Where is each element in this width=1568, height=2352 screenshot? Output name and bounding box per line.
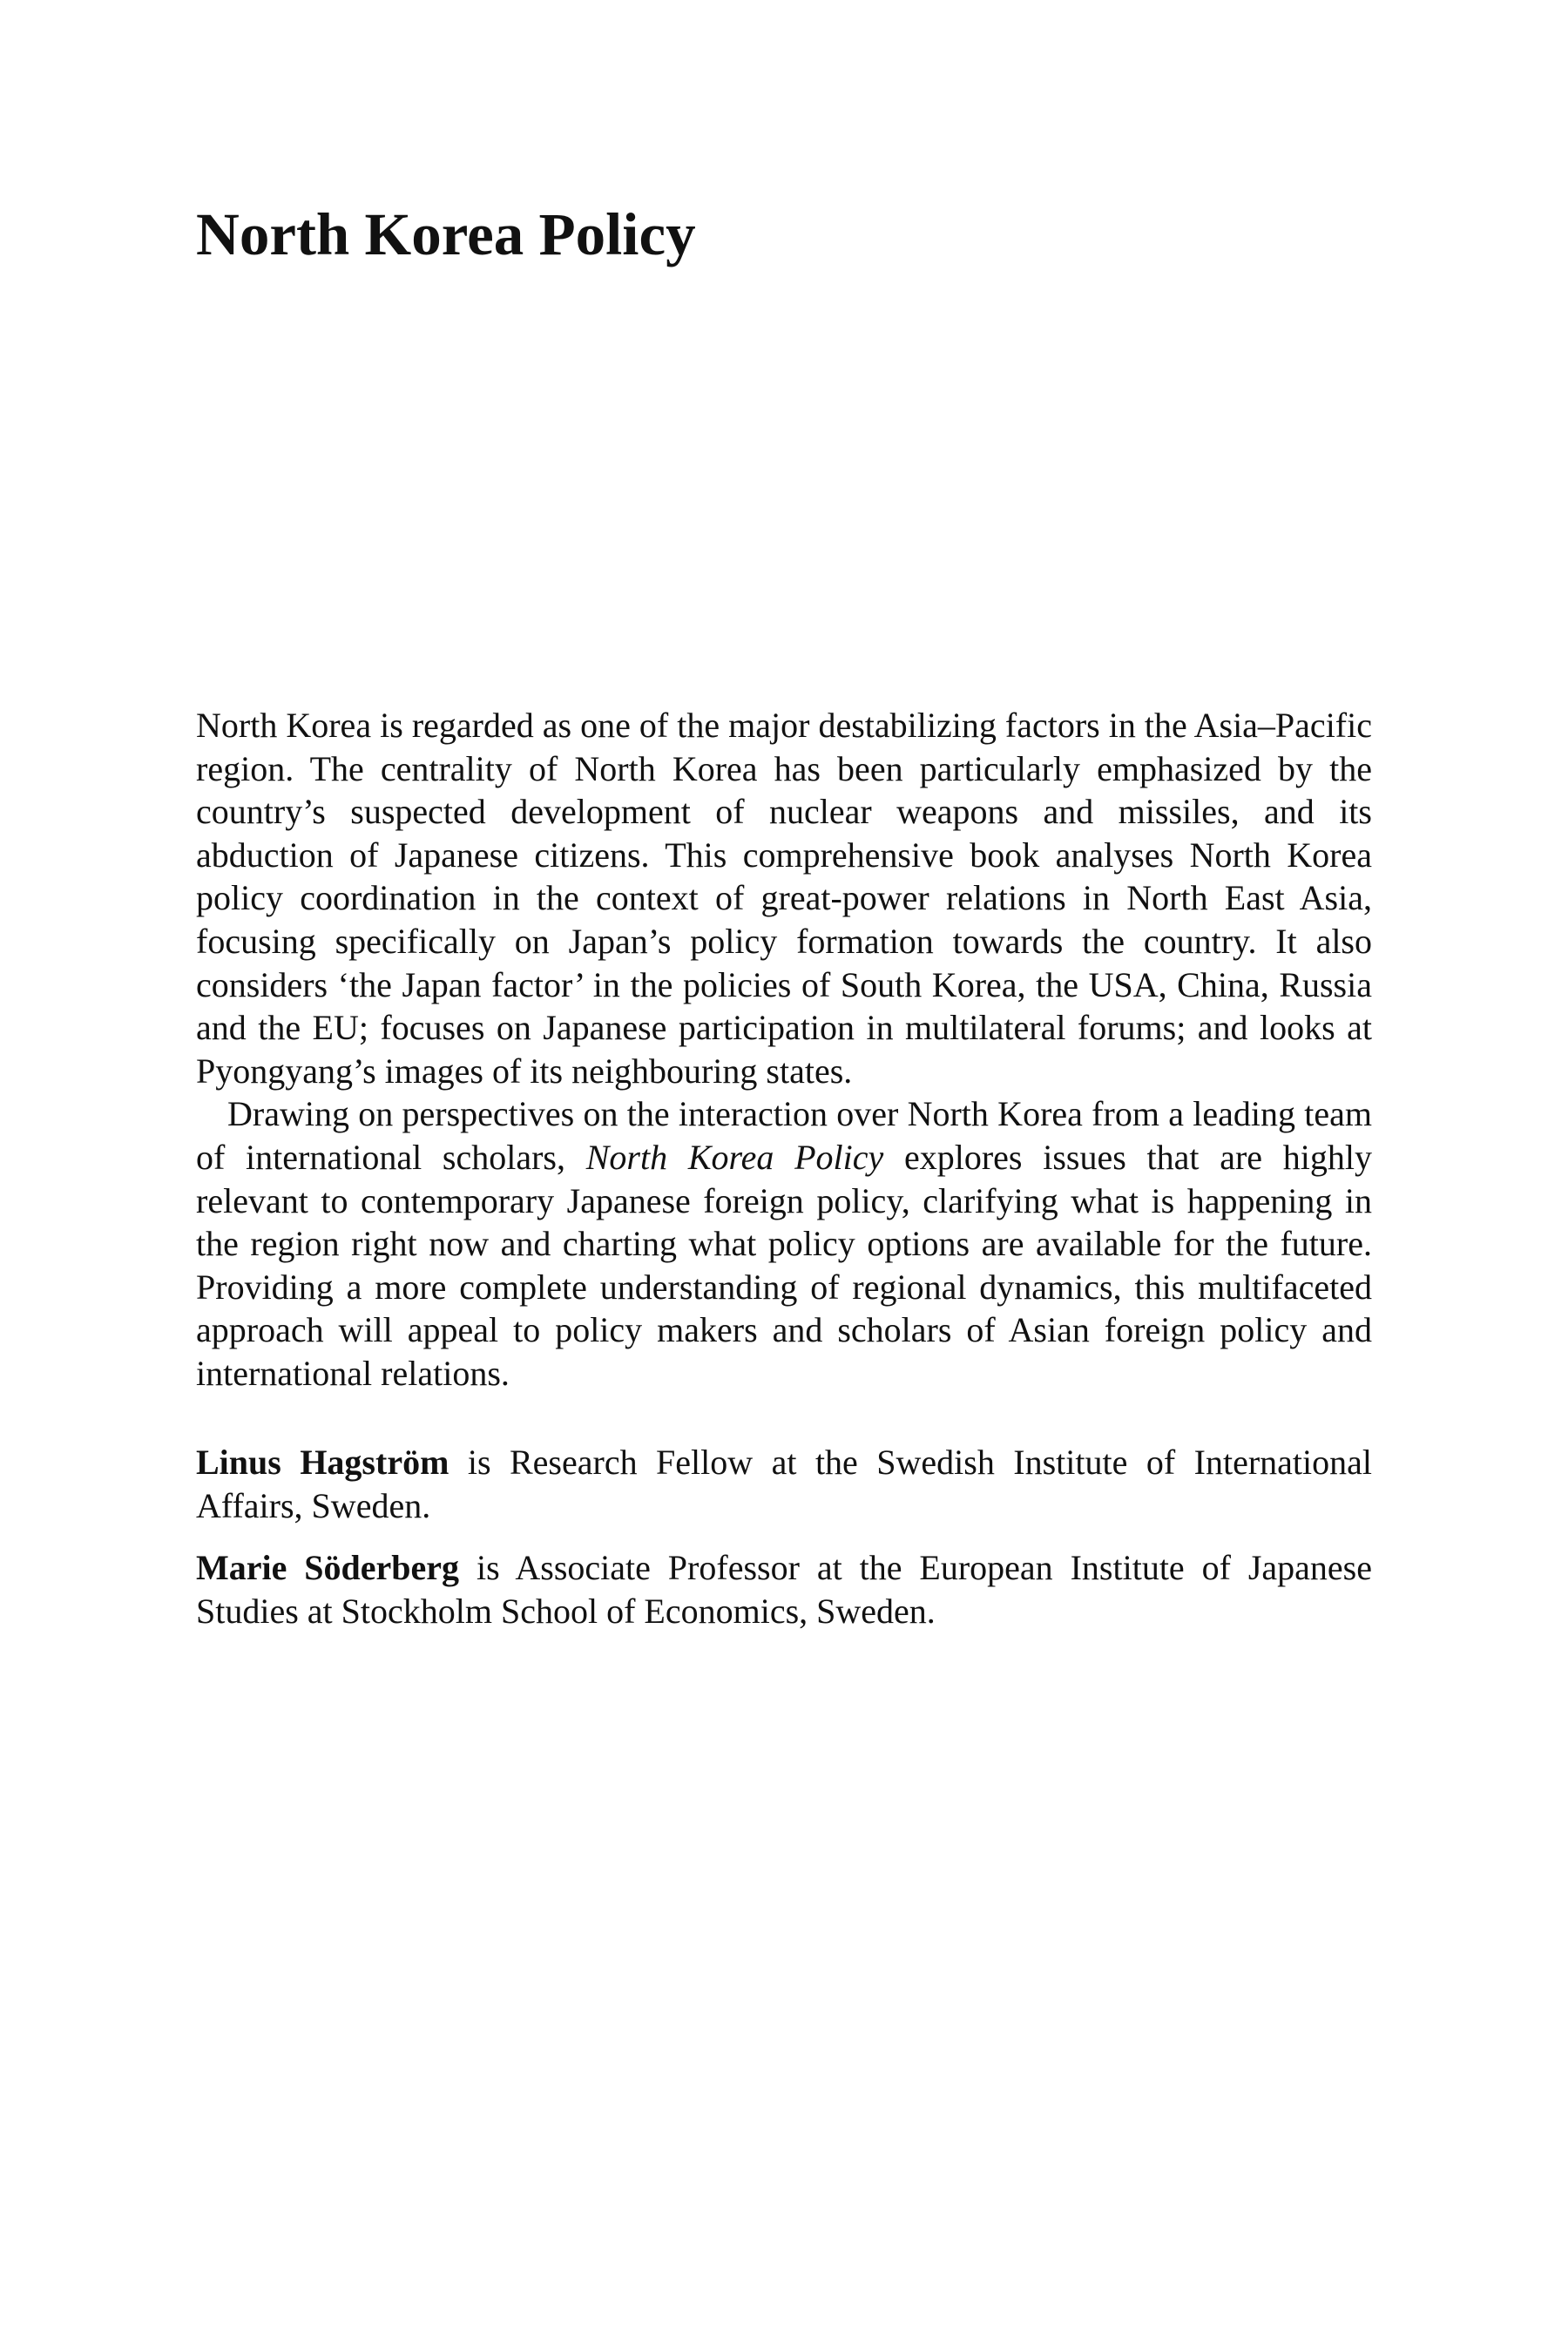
blurb-paragraph-2-start: Drawing on perspectives on the interaction over North Korea from a leading team of international scholars,: [196, 1094, 1372, 1177]
blurb-paragraph-2: [196, 1092, 1372, 1395]
author-name-1: Linus Hagström: [196, 1443, 449, 1482]
blurb-paragraph-2-end: explores issues that are highly relevant to contemporary Japanese foreign policy, clarifying what is happening in the region right now and charting what policy options are available for the future. Providing a more complete understanding of regional dynamics, this multifaceted approach will appeal to policy makers and scholars of Asian foreign policy and international relations.: [196, 1137, 1373, 1393]
author-name-2: Marie Söderberg: [196, 1548, 460, 1588]
author-bio-text-1: is Research Fellow at the Swedish Institute of International Affairs, Sweden.: [196, 1443, 1372, 1525]
author-bio-text-2: is Associate Professor at the European Institute of Japanese Studies at Stockholm School of Economics, Sweden.: [196, 1548, 1372, 1631]
blurb: [196, 704, 1372, 1396]
author-bios: [196, 1441, 1372, 1652]
book-title-italic: North Korea Policy: [585, 1137, 884, 1177]
page-title: North Korea Policy: [196, 201, 696, 267]
blurb-paragraph-1: North Korea is regarded as one of the major destabilizing factors in the Asia–Pacific region. The centrality of North Korea has been particularly emphasized by the country’s suspected development of nuclear weapons and missiles, and its abduction of Japanese citizens. This comprehensive book analyses North Korea policy coordination in the context of great-power relations in North East Asia, focusing specifically on Japan’s policy formation towards the country. It also considers ‘the Japan factor’ in the policies of South Korea, the USA, China, Russia and the EU; focuses on Japanese participation in multilateral forums; and looks at Pyongyang’s images of its neighbouring states.: [196, 706, 1372, 1091]
author-bio-1: [196, 1441, 1372, 1527]
author-bio-2: [196, 1546, 1372, 1632]
